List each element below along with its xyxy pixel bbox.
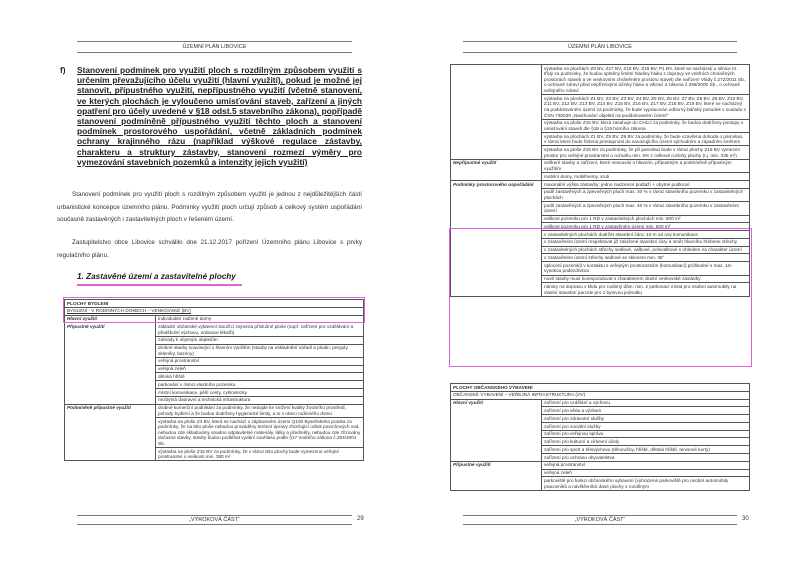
row-value: drobné stavby související s hlavním využitím (stavby na uskladnění nářadí a plodin, pergoly, skleníky, bazény) bbox=[156, 344, 364, 357]
row-value: veškeré stavby a zařízení, které nesouvisí s hlavním, přípustným a podmíněně přípustným využitím bbox=[542, 159, 750, 172]
page-number: 29 bbox=[357, 516, 364, 522]
row-key: Hlavní využití bbox=[451, 399, 542, 461]
row-key: Podmínky prostorového uspořádání bbox=[451, 181, 542, 297]
page-header: ÚZEMNÍ PLÁN LIBOVICE bbox=[463, 41, 737, 53]
row-key: Podmíněně přípustné využití bbox=[65, 404, 156, 461]
page-number: 30 bbox=[742, 516, 749, 522]
row-value: maximální výška zástavby: jedno nadzemní podlaží + obytné podkroví bbox=[542, 181, 750, 189]
row-key: Nepřípustné využití bbox=[451, 159, 542, 180]
row-value: místní komunikace, pěší cesty, cyklostezky bbox=[156, 389, 364, 397]
page-footer: „VÝROKOVÁ ČÁST“ bbox=[463, 515, 737, 525]
table-row bbox=[65, 323, 364, 336]
paragraph: Stanovení podmínek pro využití ploch s rozdílným způsobem využití je jednou z nejdůležitějších částí urbanistické koncepce územního plánu. Podmínky využití ploch určují způsob a celkový systém uspořádání současně zastavěných i zastavitelných ploch v řešeném území. bbox=[57, 191, 362, 224]
highlight-underline bbox=[77, 284, 242, 286]
row-value: zařízení pro sport a tělovýchovu (tělocvičny, hřiště, dětská hřiště, tenisové kurty) bbox=[542, 446, 750, 454]
row-value: zařízení pro vědu a výzkum bbox=[542, 407, 750, 415]
table-row bbox=[65, 404, 364, 417]
table-subtitle: OBČANSKÉ VYBAVENÍ – VEŘEJNÁ INFRASTRUKTURA (OV) bbox=[451, 391, 750, 399]
table-subtitle: BYDLENÍ - V RODINNÝCH DOMECH – VENKOVSKÉ (BV) bbox=[65, 307, 364, 315]
table-row bbox=[65, 315, 364, 323]
row-value: zahrady k obytným objektům bbox=[156, 336, 364, 344]
row-value: parkování v rámci vlastního pozemku bbox=[156, 381, 364, 389]
row-value: nezbytná dopravní a technická infrastruktura bbox=[156, 396, 364, 404]
row-value: výstavba na plochách Z8 BV, Z17 BV, Z18 BV, Z19 BV, P1 BV, které se nacházejí u silnice III. třídy za podmínky, že budou splněny limitní hladiny hluku z dopravy ve vnitřních chráněných prostorách staveb a ve venkovním chráněném prostoru staveb dle nařízení Vlády č.272/2011 Sb., o ochraně zdraví před nepříznivými účinky hluku a vibrací a zákona č.258/2000 Sb., o ochraně veřejného zdraví bbox=[542, 65, 750, 95]
section-f bbox=[60, 65, 362, 167]
row-value: veřejná prostranství bbox=[156, 357, 364, 365]
row-value: v zastavěném území respektovat již založené stavební čáry a směr hlavního hřebene střechy bbox=[542, 238, 750, 246]
row-value: v zastavěném území střechy sedlové se sklonem min. 35° bbox=[542, 254, 750, 262]
row-value: výstavba na ploše Z15 BV za podmínky, že v rámci této plochy bude vymezeno veřejné prostranství o velikosti min. 380 m² bbox=[156, 448, 364, 461]
row-key: Přípustné využití bbox=[65, 323, 156, 404]
table-row bbox=[451, 461, 750, 469]
row-value: zařízení pro ochranu obyvatelstva bbox=[542, 454, 750, 462]
row-value: oplocení pozemků v kontaktu s veřejným prostranstvím (komunikací) průhledné s max. 1m vysokou podezdívkou bbox=[542, 262, 750, 275]
row-key-empty bbox=[451, 65, 542, 160]
table-title: PLOCHY OBČANSKÉHO VYBAVENÍ bbox=[451, 384, 750, 392]
section-title: Stanovení podmínek pro využití ploch s rozdílným způsobem využití s určením převažujícího účelu využití (hlavní využití), pokud je možné jej stanovit, přípustného využití, nepřípustného využití (včetně stanovení, ve kterých plochách je vyloučeno umisťování staveb, zařízení a jiných opatření pro účely uvedené v §18 odst.5 stavebního zákona), popřípadě stanovení podmíněně přípustného využití těchto ploch a stanovení podmínek prostorového uspořádání, včetně základních podmínek ochrany krajinného rázu (například výškové regulace zástavby, charakteru a struktury zástavby, stanovení rozmezí výměry pro vymezování stavebních pozemků a intenzity jejich využití) bbox=[77, 65, 362, 167]
table-title: PLOCHY BYDLENÍ bbox=[65, 300, 364, 308]
row-value: základní občanské vybavení sloužící zejména příslušné ploše (např. zařízení pro vzdělávání a předškolní výchovu, ordinace lékařů) bbox=[156, 323, 364, 336]
document-page-right bbox=[400, 0, 799, 565]
plochy-bydleni-table bbox=[64, 299, 364, 461]
row-value: velikost pozemku pro 1 RD v zastavěném území min. 600 m² bbox=[542, 223, 750, 231]
row-value: veřejná zeleň bbox=[156, 365, 364, 373]
row-value: zařízení pro kulturní a církevní účely bbox=[542, 438, 750, 446]
row-value: nároky na dopravu v klidu pro rodinný dům: min. 2 parkovací místa pro osobní automobily na vlastní stavební parcele pro 1 bytovou jednotku bbox=[542, 283, 750, 296]
plochy-bydleni-table-continued bbox=[450, 64, 750, 297]
row-value: veřejná zeleň bbox=[542, 469, 750, 477]
row-value: výstavba na plochách Z1 BV, Z2 BV, Z3 BV, Z4 BV, Z5 BV, Z6 BV, Z7 BV, Z8 BV, Z9 BV, Z10 BV, Z11 BV, Z12 BV, Z13 BV, Z14 BV, Z15 BV, Z16 BV, Z17 BV, Z18 BV, Z19 BV, které se nacházejí na poddolovaném území za podmínky, že bude vypracován odborný báňský posudek v souladu s ČSN 730039 „Navrhování objektů na poddolovaném území“ bbox=[542, 95, 750, 120]
section-label: f) bbox=[60, 65, 66, 75]
row-value: mobilní domy, mobilheimy, srub bbox=[542, 173, 750, 181]
row-value: zařízení pro sociální služby bbox=[542, 422, 750, 430]
row-value: v zastavitelných plochách dodržet stavební čáru: 10 m od osy komunikace bbox=[542, 231, 750, 239]
row-value: podíl zastavěných a zpevněných ploch max. 30 % v rámci stavebního pozemku v zastavitelných plochách bbox=[542, 188, 750, 201]
page-footer: „VÝROKOVÁ ČÁST“ bbox=[77, 515, 352, 525]
row-value: výstavba na ploše Z15 BV za podmínky, že při parcelaci bude v rámci plochy Z15 BV vymezen prostor pro veřejné prostranství o rozsahu min. 5% z celkové rozlohy plochy (t.j. min. 335 m²) bbox=[542, 146, 750, 159]
row-value: nové stavby musí korespondovat s charakterem okolní venkovské zástavby bbox=[542, 275, 750, 283]
paragraph: Zastupitelstvo obce Libovice schválilo dne 21.12.2017 pořízení Územního plánu Libovice s prvky regulačního plánu. bbox=[57, 239, 362, 259]
table-row bbox=[451, 399, 750, 407]
row-value: výstavba na ploše Z3 BV, která se nachází v záplavovém území Q100 Byseňského potoka za podmínky, že na této ploše nebudou prováděny terénní úpravy zhoršující odtok povrchových vod, nebudou zde skladovány snadno odplavitelné materiály, látky a předměty, nebudou zde zřizovány dočasné stavby, stavby budou podléhat vydání souhlasu podle §17 Vodního zákona č.254/2001 Sb. bbox=[156, 417, 364, 447]
row-value: podíl zastavěných a zpevněných ploch max. 40 % v rámci stavebního pozemku v zastavěném území bbox=[542, 202, 750, 215]
row-value: drobné komerční podnikání za podmínky, že nedojde ke snížení kvality životního prostředí, pohody bydlení a že budou dodrženy hygienické limity, a to v rámci rodinného domu bbox=[156, 404, 364, 417]
row-value: zařízení pro zdravotní služby bbox=[542, 415, 750, 423]
row-value: v zastavitelných plochách střechy sedlové, valbové, polovalbové s ohledem na charakter území bbox=[542, 246, 750, 254]
table-row bbox=[451, 159, 750, 172]
row-value: dětská hřiště bbox=[156, 373, 364, 381]
row-key: Hlavní využití bbox=[65, 315, 156, 323]
section-heading: 1. Zastavěné území a zastavitelné plochy bbox=[77, 272, 236, 281]
row-key: Přípustné využití bbox=[451, 461, 542, 490]
row-value: parkoviště pro funkci občanského vybavení (vyhrazené parkoviště pro osobní automobily pracovníků a návštěvníků dané plochy s rozdílným bbox=[542, 477, 750, 490]
table-row bbox=[451, 181, 750, 189]
row-value: zařízení pro veřejnou správu bbox=[542, 430, 750, 438]
row-value: výstavba na ploše Z15 BV, která zasahuje do CHLÚ za podmínky, že budou dodrženy postupy o umisťování staveb dle §18 a §19 horního zákona bbox=[542, 119, 750, 132]
page-header: ÚZEMNÍ PLÁN LIBOVICE bbox=[77, 41, 352, 53]
row-value: výstavba na plochách Z1 BV, Z5 BV, Z6 BV za podmínky, že bude uzavřena dohoda o parcelaci, v rámci které bude řešena prostupnost do navazujícího území východním a západním směrem bbox=[542, 133, 750, 146]
row-value: individuální rodinné domy bbox=[156, 315, 364, 323]
plochy-obcanskeho-vybaveni-table bbox=[450, 383, 750, 491]
row-value: veřejná prostranství bbox=[542, 461, 750, 469]
row-value: velikost pozemku pro 1 RD v zastavitelných plochách min. 800 m² bbox=[542, 215, 750, 223]
row-value: zařízení pro vzdělání a výchovu bbox=[542, 399, 750, 407]
